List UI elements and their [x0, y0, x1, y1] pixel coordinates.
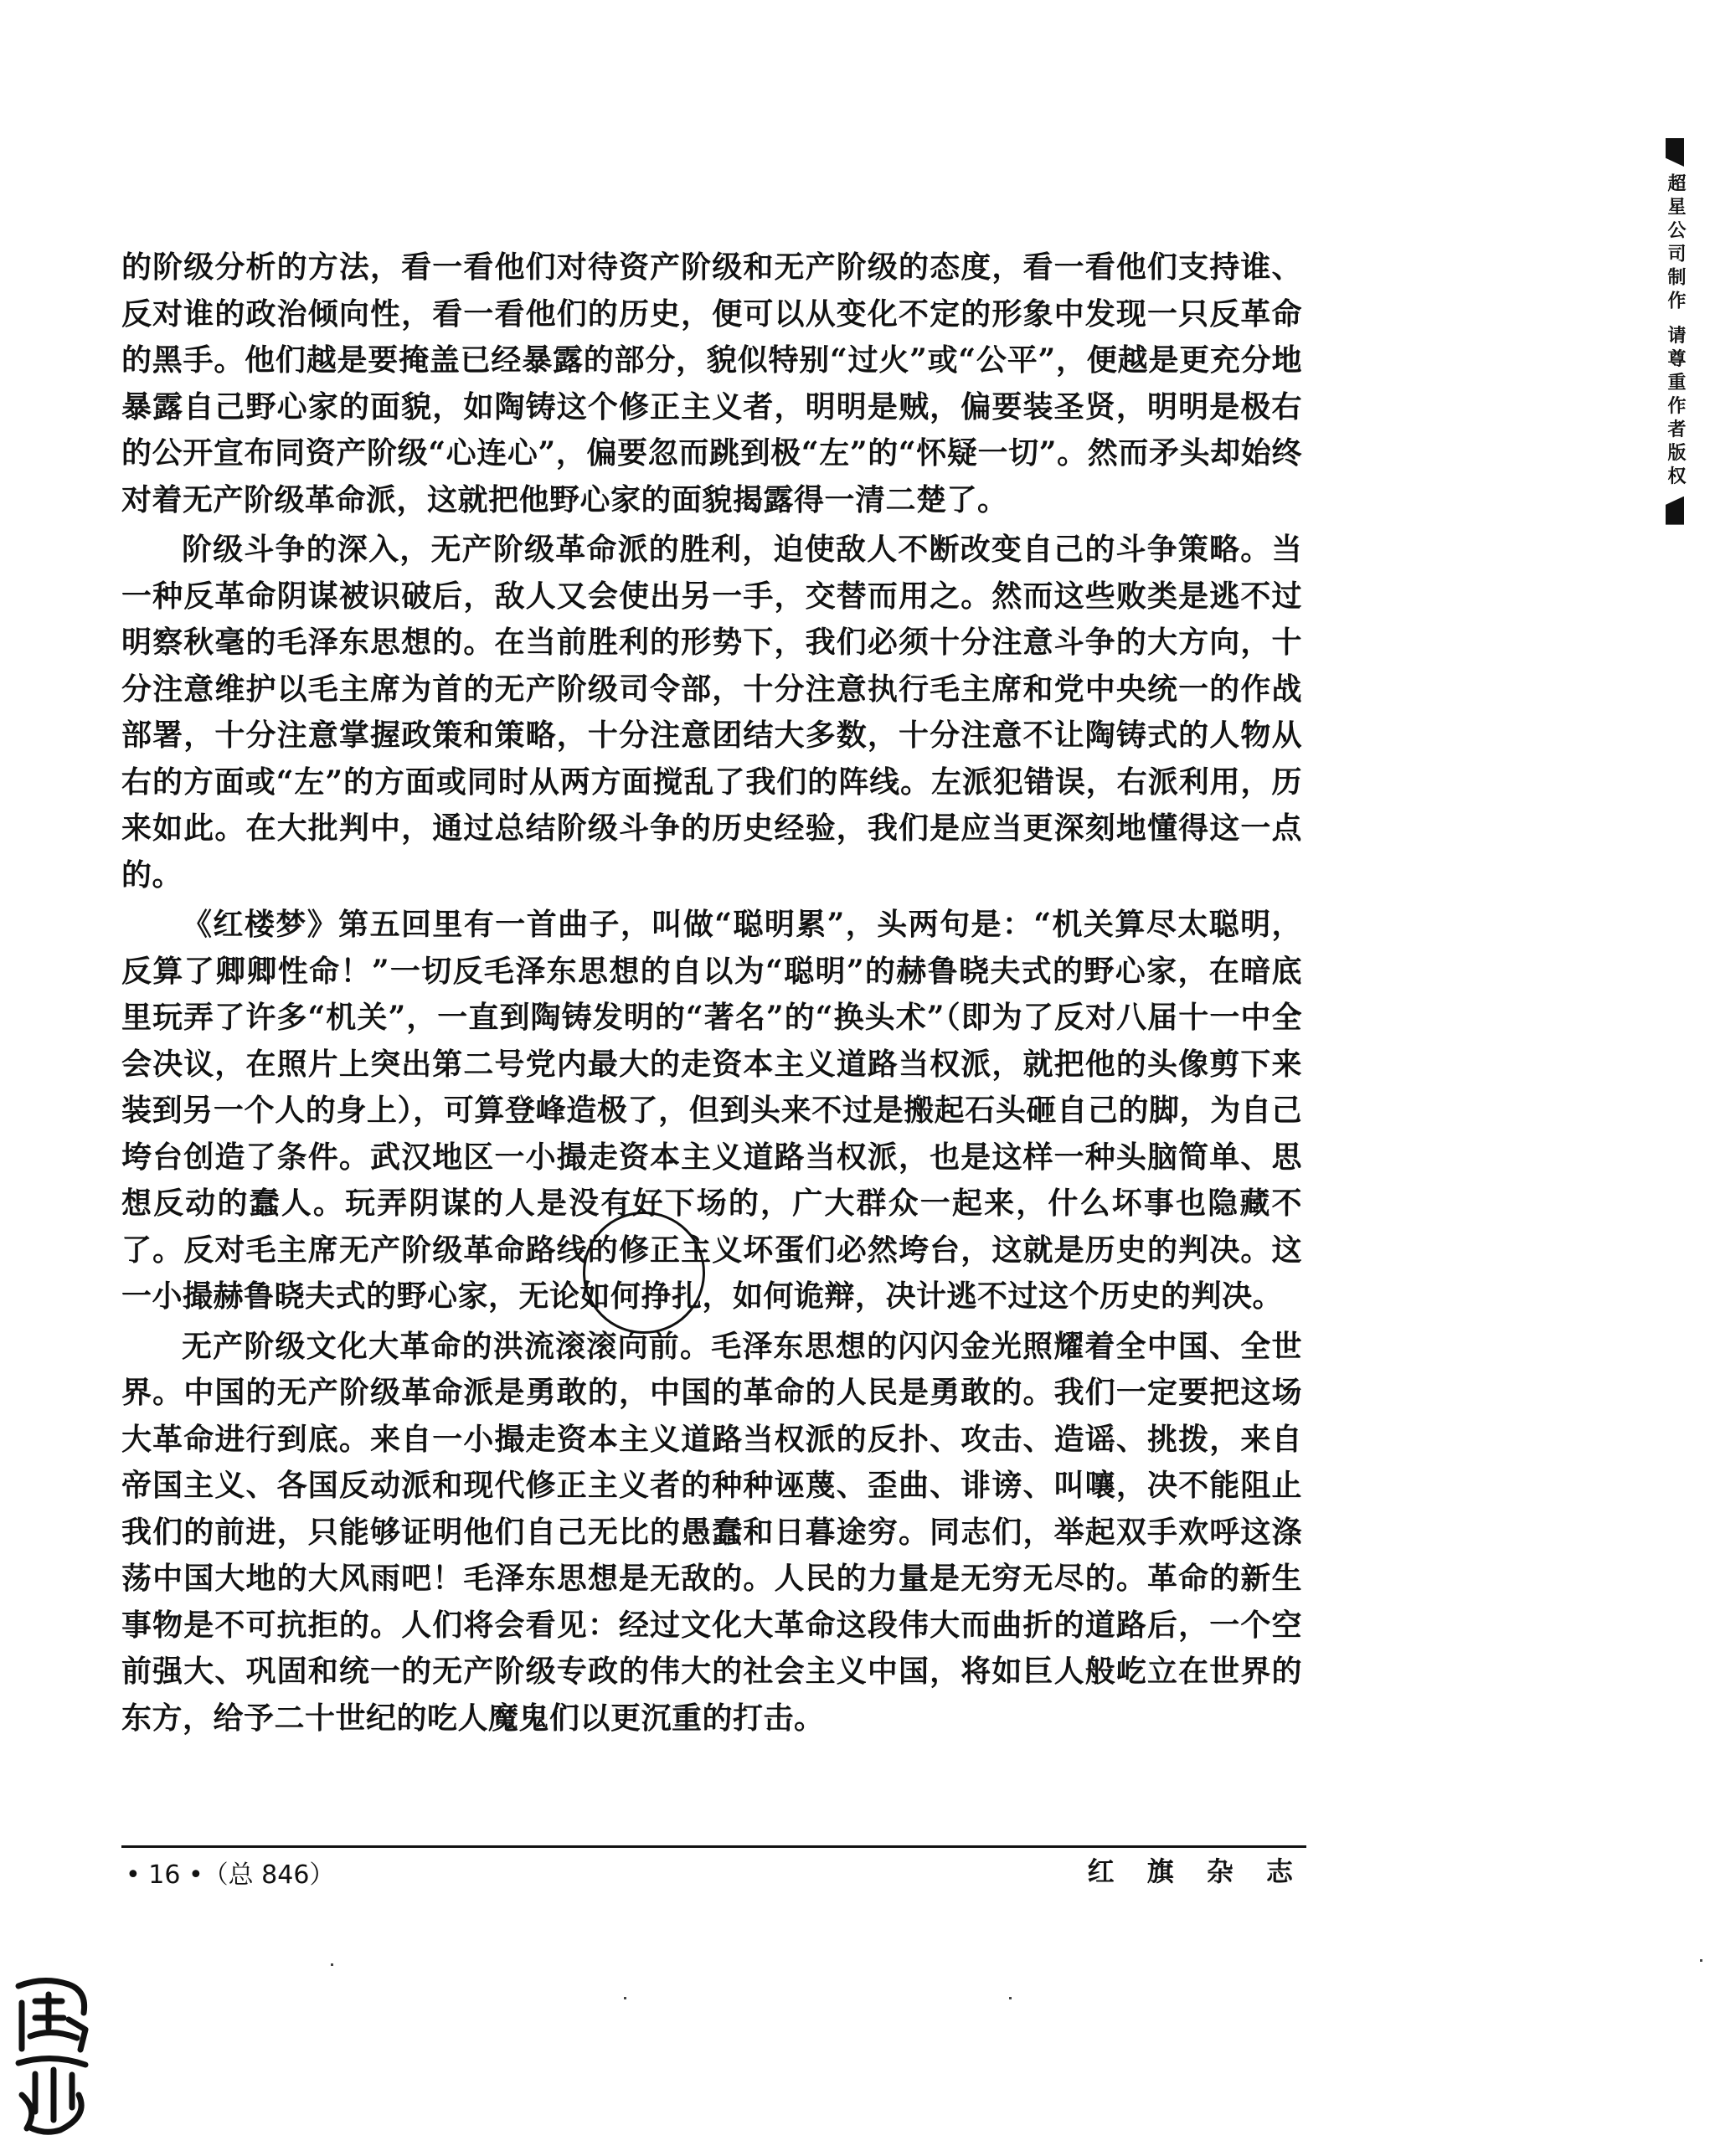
paragraph-3: 《红楼梦》第五回里有一首曲子，叫做“聪明累”，头两句是：“机关算尽太聪明，反算了卿卿性命！”一切反毛泽东思想的自以为“聪明”的赫鲁晓夫式的野心家，在暗底里玩弄了许多“机关”，一直到陶铸发明的“著名”的“换头术”（即为了反对八届十一中全会决议，在照片上突出第二号党内最大的走资本主义道路当权派，就把他的头像剪下来装到另一个人的身上），可算登峰造极了，但到头来不过是搬起石头砸自己的脚，为自己垮台创造了条件。武汉地区一小撮走资本主义道路当权派，也是这样一种头脑简单、思想反动的蠢人。玩弄阴谋的人是没有好下场的，广大群众一起来，什么坏事也隐藏不了。反对毛主席无产阶级革命路线的修正主义坏蛋们必然垮台，这就是历史的判决。这一小撮赫鲁晓夫式的野心家，无论如何挣扎，如何诡辩，决计逃不过这个历史的判决。 — [121, 907, 1302, 1314]
page-number: • 16 •（总 846） — [126, 1860, 335, 1890]
paragraph-2: 阶级斗争的深入，无产阶级革命派的胜利，迫使敌人不断改变自己的斗争策略。当一种反革命阴谋被识破后，敌人又会使出另一手，交替而用之。然而这些败类是逃不过明察秋毫的毛泽东思想的。在当前胜利的形势下，我们必须十分注意斗争的大方向，十分注意维护以毛主席为首的无产阶级司令部，十分注意执行毛主席和党中央统一的作战部署，十分注意掌握政策和策略，十分注意团结大多数，十分注意不让陶铸式的人物从右的方面或“左”的方面或同时从两方面搅乱了我们的阵线。左派犯错误，右派利用，历来如此。在大批判中，通过总结阶级斗争的历史经验，我们是应当更深刻地懂得这一点的。 — [121, 532, 1302, 893]
scan-speck — [1009, 1997, 1012, 1999]
copyright-side-notice — [1656, 138, 1693, 525]
scan-speck — [624, 1997, 626, 1999]
copyright-notice-text: 超星公司制作 请尊重作者版权 — [1665, 173, 1686, 490]
article-body — [121, 244, 1302, 1745]
seal-stamp-icon — [10, 1969, 94, 2137]
paragraph-4: 无产阶级文化大革命的洪流滚滚向前。毛泽东思想的闪闪金光照耀着全中国、全世界。中国的无产阶级革命派是勇敢的，中国的革命的人民是勇敢的。我们一定要把这场大革命进行到底。来自一小撮走资本主义道路当权派的反扑、攻击、造谣、挑拨，来自帝国主义、各国反动派和现代修正主义者的种种诬蔑、歪曲、诽谤、叫嚷，决不能阻止我们的前进，只能够证明他们自己无比的愚蠢和日暮途穷。同志们，举起双手欢呼这涤荡中国大地的大风雨吧！毛泽东思想是无敌的。人民的力量是无穷无尽的。革命的新生事物是不可抗拒的。人们将会看见：经过文化大革命这段伟大而曲折的道路后，一个空前强大、巩固和统一的无产阶级专政的伟大的社会主义中国，将如巨人般屹立在世界的东方，给予二十世纪的吃人魔鬼们以更沉重的打击。 — [121, 1328, 1302, 1736]
notice-bar-top — [1666, 138, 1684, 167]
scan-speck — [1700, 1959, 1702, 1962]
journal-name: 红 旗 杂 志 — [1087, 1855, 1305, 1887]
scan-speck — [331, 1963, 333, 1966]
notice-bar-bottom — [1666, 497, 1684, 525]
footer-rule — [121, 1845, 1306, 1848]
paragraph-1: 的阶级分析的方法，看一看他们对待资产阶级和无产阶级的态度，看一看他们支持谁、反对谁的政治倾向性，看一看他们的历史，便可以从变化不定的形象中发现一只反革命的黑手。他们越是要掩盖已经暴露的部分，貌似特别“过火”或“公平”，便越是更充分地暴露自己野心家的面貌，如陶铸这个修正主义者，明明是贼，偏要装圣贤，明明是极右的公开宣布同资产阶级“心连心”，偏要忽而跳到极“左”的“怀疑一切”。然而矛头却始终对着无产阶级革命派，这就把他野心家的面貌揭露得一清二楚了。 — [121, 250, 1302, 517]
